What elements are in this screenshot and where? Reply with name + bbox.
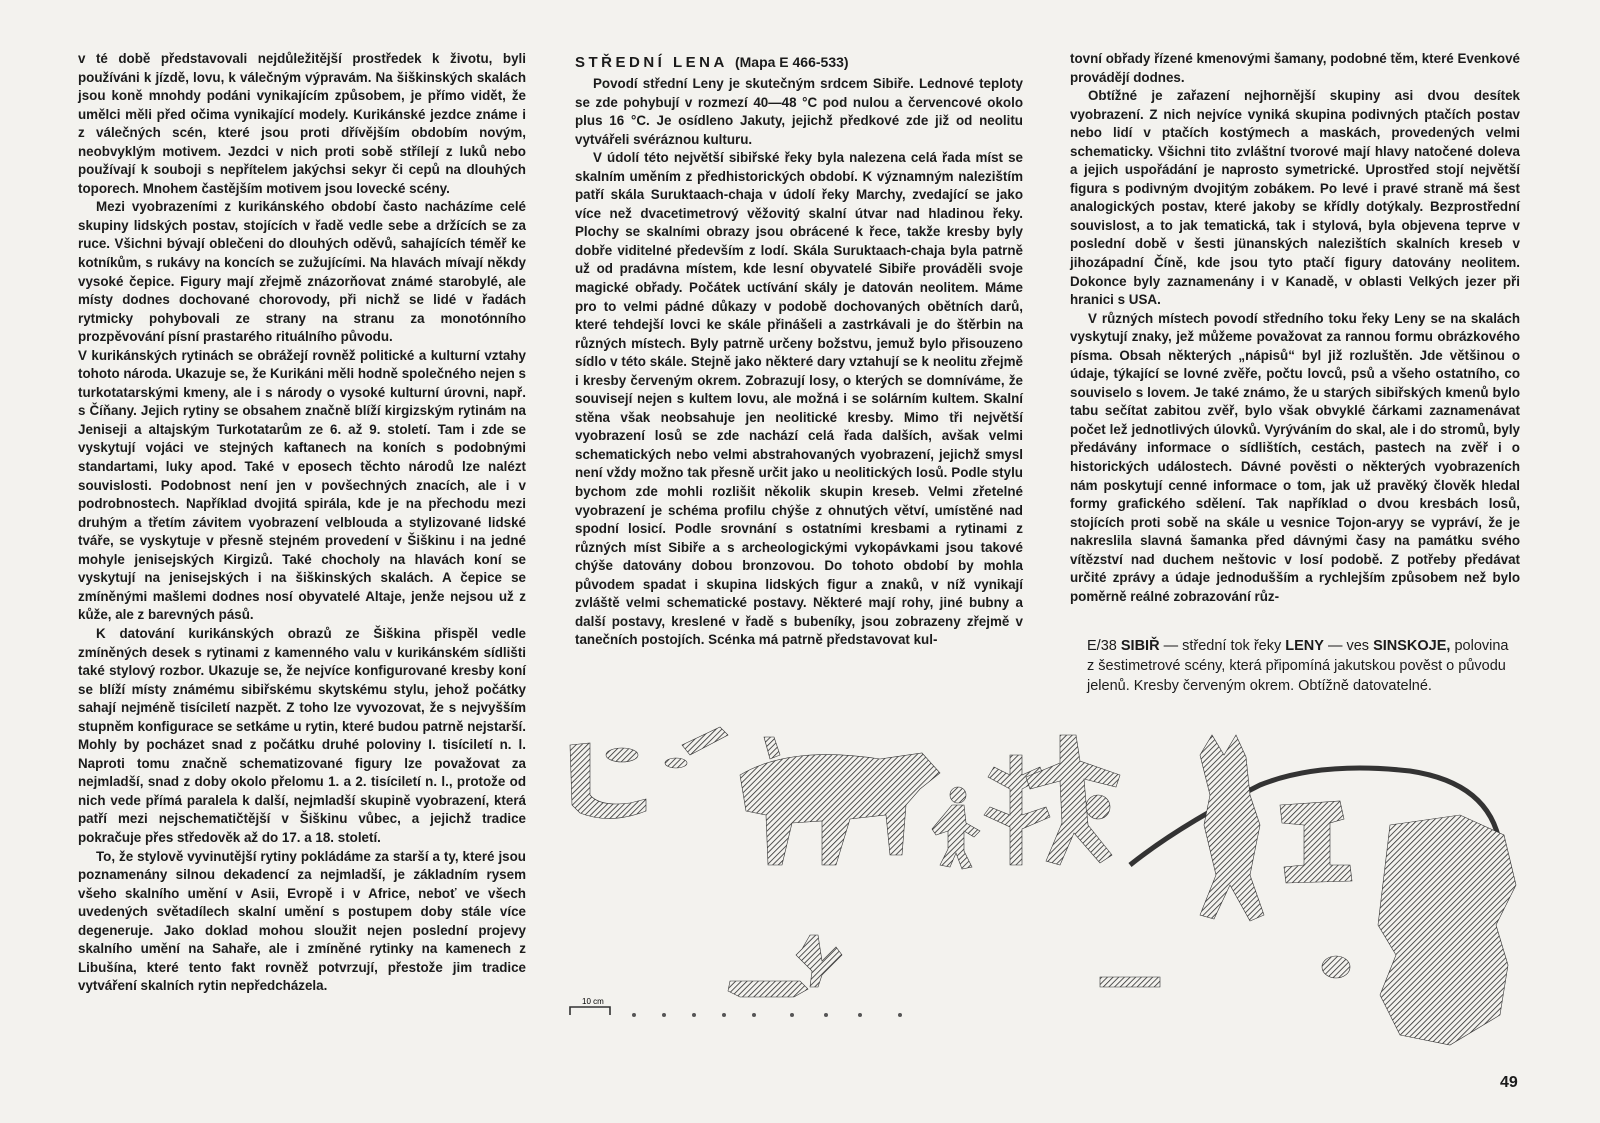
caption-river: LENY [1285, 638, 1324, 654]
dash-glyph [682, 727, 728, 755]
symbol-glyph [1280, 801, 1352, 883]
column-middle [575, 52, 1023, 650]
scale-bar [570, 1007, 610, 1015]
dot-glyph [606, 748, 638, 762]
paragraph: To, že stylově vyvinutější rytiny pokládáme za starší a ty, které jsou poznamenány silnou dekadencí za nejmladší, je základním rysem všeho skalního umění v Asii, Evropě i v Africe, neboť ve všech uvedených světadílech skalní umění s postupem doby stále více degeneruje. Jako doklad mohou sloužit nejen poslední projevy skalního umění na Sahaře, ale i zmíněné rytinky na kamenech z Libušína, které tento fakt rovněž potvrzují, přestože jim tradice vytváření skalních rytin nepředcházela. [78, 848, 526, 994]
caption-region: SIBIŘ [1120, 638, 1160, 654]
paragraph: Povodí střední Leny je skutečným srdcem Sibiře. Lednové teploty se zde pohybují v rozmezí 40—48 °C pod nulou a červencové okolo plus 16 °C. Je osídleno Jakuty, jejichž předkové zde již od neolitu vytvářeli svéráznou kulturu. [575, 76, 1023, 147]
antler-figure [764, 737, 780, 759]
page-number: 49 [1500, 1074, 1518, 1091]
paragraph: tovní obřady řízené kmenovými šamany, podobné těm, které Evenkové provádějí dodnes. [1070, 51, 1520, 85]
column-right [1070, 50, 1520, 606]
map-reference: (Mapa E 466-533) [734, 54, 849, 70]
paragraph: Mezi vyobrazeními z kurikánského období často nacházíme celé skupiny lidských postav, stojících v řadě vedle sebe a držících se za ruce. Všichni bývají oblečeni do dlouhých oděvů, sahajících téměř ke kotníkům, s rukávy na koncích se zužujícími. Na hlavách mívají někdy vysoké čepice. Figury mají zřejmě znázorňovat známé starobylé, ale místy dodnes dochované chorovody, při nichž se lidé v řadách rytmicky pohybovali ze strany na stranu za monotónního prozpěvování písní prastarého rituálního původu. [78, 199, 526, 345]
paragraph: V různých místech povodí středního toku řeky Leny se na skalách vyskytují znaky, jež můžeme považovat za rannou formu obrázkového písma. Obsah některých „nápisů“ byl již rozluštěn. Jde většinou o údaje, týkající se lovné zvěře, počtu lovců, psů a všeho ostatního, co souviselo s lovem. Je také známo, že u starých sibiřských kmenů bylo tabu sečítat zabitou zvěř, bylo však obvyklé čárkami zaznamenávat počet lež jednotlivých úlovků. Vyrýváním do skal, ale i do stromů, byly předávány informace o sídlištích, cestách, pastech na zvěř i o historických událostech. Dávné pověsti o některých vyobrazeních nám poskytují cenné informace o tom, jak už pravěký člověk hledal formy grafického sdělení. Tak například o dvou kresbách losů, stojících proti sobě na skále u vesnice Tojon-aryy se vypráví, že je nakreslila slavná šamanka před dávnými časy na památku svého vítězství nad duchem neštovic v losí podobě. Z potřeby předávat určité zprávy a údaje jednodušším a rychlejším způsobem než bylo poměrně reálné zobrazování růz- [1070, 310, 1520, 604]
paragraph: V údolí této největší sibiřské řeky byla nalezena celá řada míst se skalním uměním z předhistorických období. K významným nalezištím patří skála Suruktaach-chaja v údolí řeky Marchy, zvedající se jako více než dvacetimetrový věžovitý skalní útvar nad hladinou řeky. Plochy se skalními obrazy jsou obrácené k řece, takže kresby byly dobře viditelné především z lodí. Skála Suruktaach-chaja byla patrně už od pradávna místem, kde lesní obyvatelé Sibiře prováděli svoje magické obřady. Počátek uctívání skály je datován neolitem. Máme pro to velmi pádné důkazy v podobě dochovaných obětních darů, které tehdejší lovci ke skále přinášeli a zastrkávali je do štěrbin na různých místech. Byly patrně určeny božstvu, jemuž bylo přisouzeno sídlo v této skále. Stejně jako některé dary vztahují se k neolitu zřejmě i kresby červeným okrem. Zobrazují losy, o kterých se domníváme, že souvisejí nejen s kultem lovu, ale možná i se solárním kultem. Skalní stěna však neobsahuje jen neolitické kresby. Mimo tři největší vyobrazení losů se zde nachází celá řada dalších, avšak velmi schematických nebo velmi abstrahovaných vyobrazení, jejichž smysl není vždy možno tak přesně určit jako u neolitických losů. Podle stylu bychom zde mohli rozlišit několik skupin kreseb. Velmi zřetelné vyobrazení je schéma profilu chýše z ohnutých větví, umístěné nad spodní losicí. Podle srovnání s ostatními kresbami a rytinami z různých míst Sibiře a s archeologickými vykopávkami jsou takové chýše datovány dobou bronzovou. Do tohoto období by mohla původem spadat i skupina lidských figur a znaků, v níž vynikají zvláště velmi schematické postavy. Některé mají rohy, jiné bubny a další postavy, kreslené v řadě s bubeníky, jsou zobrazeny zřejmě v tanečních postojích. Scénka má patrně představovat kul- [575, 150, 1023, 648]
dash-glyph [1100, 977, 1160, 987]
head-glyph [950, 787, 966, 803]
dotted-line [632, 1013, 902, 1017]
small-figure [728, 981, 808, 997]
section-title: STŘEDNÍ LENA [575, 54, 728, 71]
paragraph: V kurikánských rytinách se obrážejí rovněž politické a kulturní vztahy tohoto národa. Ukazuje se, že Kurikáni měli hodně společného nejen s turkotatarskými kmeny, ale i s národy o vysoké kulturní úrovni, např. s Číňany. Jejich rytiny se obsahem značně blíží kirgizským rytinám na Jeniseji a altajským Turkotatarům ze 6. až 9. století. Tam i zde se vyskytují vojáci ve stejných kaftanech na koních s podobnými standartami, luky apod. Také v eposech těchto národů lze nalézt souvislosti. Podobnost není jen v povšechných znacích, ale i v podrobnostech. Například dvojitá spirála, kde je na přechodu mezi druhým a třetím závitem vyobrazení velblouda a stylizované lidské tváře, se vyskytuje v přesně stejném provedení v Šiškinu i na jedné mohyle jenisejských Kirgizů. Také chocholy na hlavách koní se vyskytují na jenisejských i na šiškinských skalách. A čepice se zmíněnými mašlemi dodnes nosí obyvatelé Altaje, jenže nejsou už z kůže, ale z barevných pásů. [78, 347, 526, 623]
branch-glyph [796, 935, 842, 987]
human-figure [932, 805, 980, 869]
dot-glyph [1322, 956, 1350, 978]
section-heading [575, 52, 1023, 73]
caption-village: SINSKOJE, [1373, 638, 1451, 654]
caption-text: — střední tok řeky [1159, 638, 1286, 654]
caption-ref: E/38 [1087, 638, 1117, 654]
paragraph: K datování kurikánských obrazů ze Šiškina přispěl vedle zmíněných desek s rytinami z kamenného valu v kurikánském sídlišti také stylový rozbor. Ukazuje se, že nejvíce konfigurované kresby koní se blíží místy známému sibiřskému skytskému stylu, jehož počátky sahají nejméně tisíciletí nazpět. Z toho lze vyvozovat, že s nejvyšším stupněm konfigurace se setkáme u rytin, které budou patrně nejstarší. Mohly by pocházet snad z počátku druhé poloviny I. tisíciletí n. l. Naproti tomu značně schematizované figury lze považovat za nejmladší, snad z doby okolo přelomu 1. a 2. tisíciletí n. l., protože od nich vede přímá paralela k další, nejmladší skupině vyobrazení, která patří mezi nejschematičtější v Šiškinu vůbec, a jejichž tradice pokračuje přes středověk až do 17. a 18. století. [78, 625, 526, 845]
caption-text: — ves [1323, 638, 1374, 654]
paragraph: v té době představovali nejdůležitější prostředek k životu, byli používáni k jízdě, lovu, k válečným výpravám. Na šiškinských skalách jsou koně mnohdy podáni vynikajícím způsobem, je přímo vidět, že umělci měli před očima vynikající modely. Kurikánské jezdce známe i z válečných scén, které jsou proti dřívějším obdobím novým, neobvyklým motivem. Jezdci v nich proti sobě střílejí z luků nebo používají k souboji s nepřítelem jakýchsi sekyr či cepů na dlouhých toporech. Mnohem častějším motivem jsou lovecké scény. [78, 51, 526, 196]
animal-figure [1378, 815, 1516, 1045]
column-left [78, 50, 526, 996]
dot-glyph [665, 758, 687, 768]
caption-text: polovina z šestimetrové scény, která připomíná jakutskou pověst o původu jelenů. Kresby červeným okrem. Obtížně datovatelné. [1087, 638, 1509, 694]
figure-caption [1087, 636, 1517, 696]
scale-label: 10 cm [582, 997, 604, 1006]
drum-glyph [1086, 795, 1110, 819]
elk-figure [740, 753, 940, 865]
rock-art-illustration [560, 715, 1520, 1055]
horned-figure [1200, 735, 1264, 921]
paragraph: Obtížné je zařazení nejhornější skupiny asi dvou desítek vyobrazení. Z nich nejvíce vyniká skupina podivných ptačích postav nebo lidí v ptačích kostýmech a maskách, provedených velmi schematicky. Všichni tito zvláštní tvorové mají hlavy natočené doleva a jejich uspořádání je naprosto symetrické. Uprostřed stojí největší figura s podivným dvojitým zobákem. Po levé i pravé straně má šest analogických postav, které jakoby se křídly dotýkaly. Bezprostřední souvislost, a to jak tematická, tak i stylová, byla objevena teprve v poslední době v šesti jünanských nalezištích skalních kreseb v jihozápadní Číně, kde jsou tyto ptačí figury datovány neolitem. Dokonce byly zaznamenány i v Kanadě, v oblasti Velkých jezer při hranici s USA. [1070, 88, 1520, 308]
